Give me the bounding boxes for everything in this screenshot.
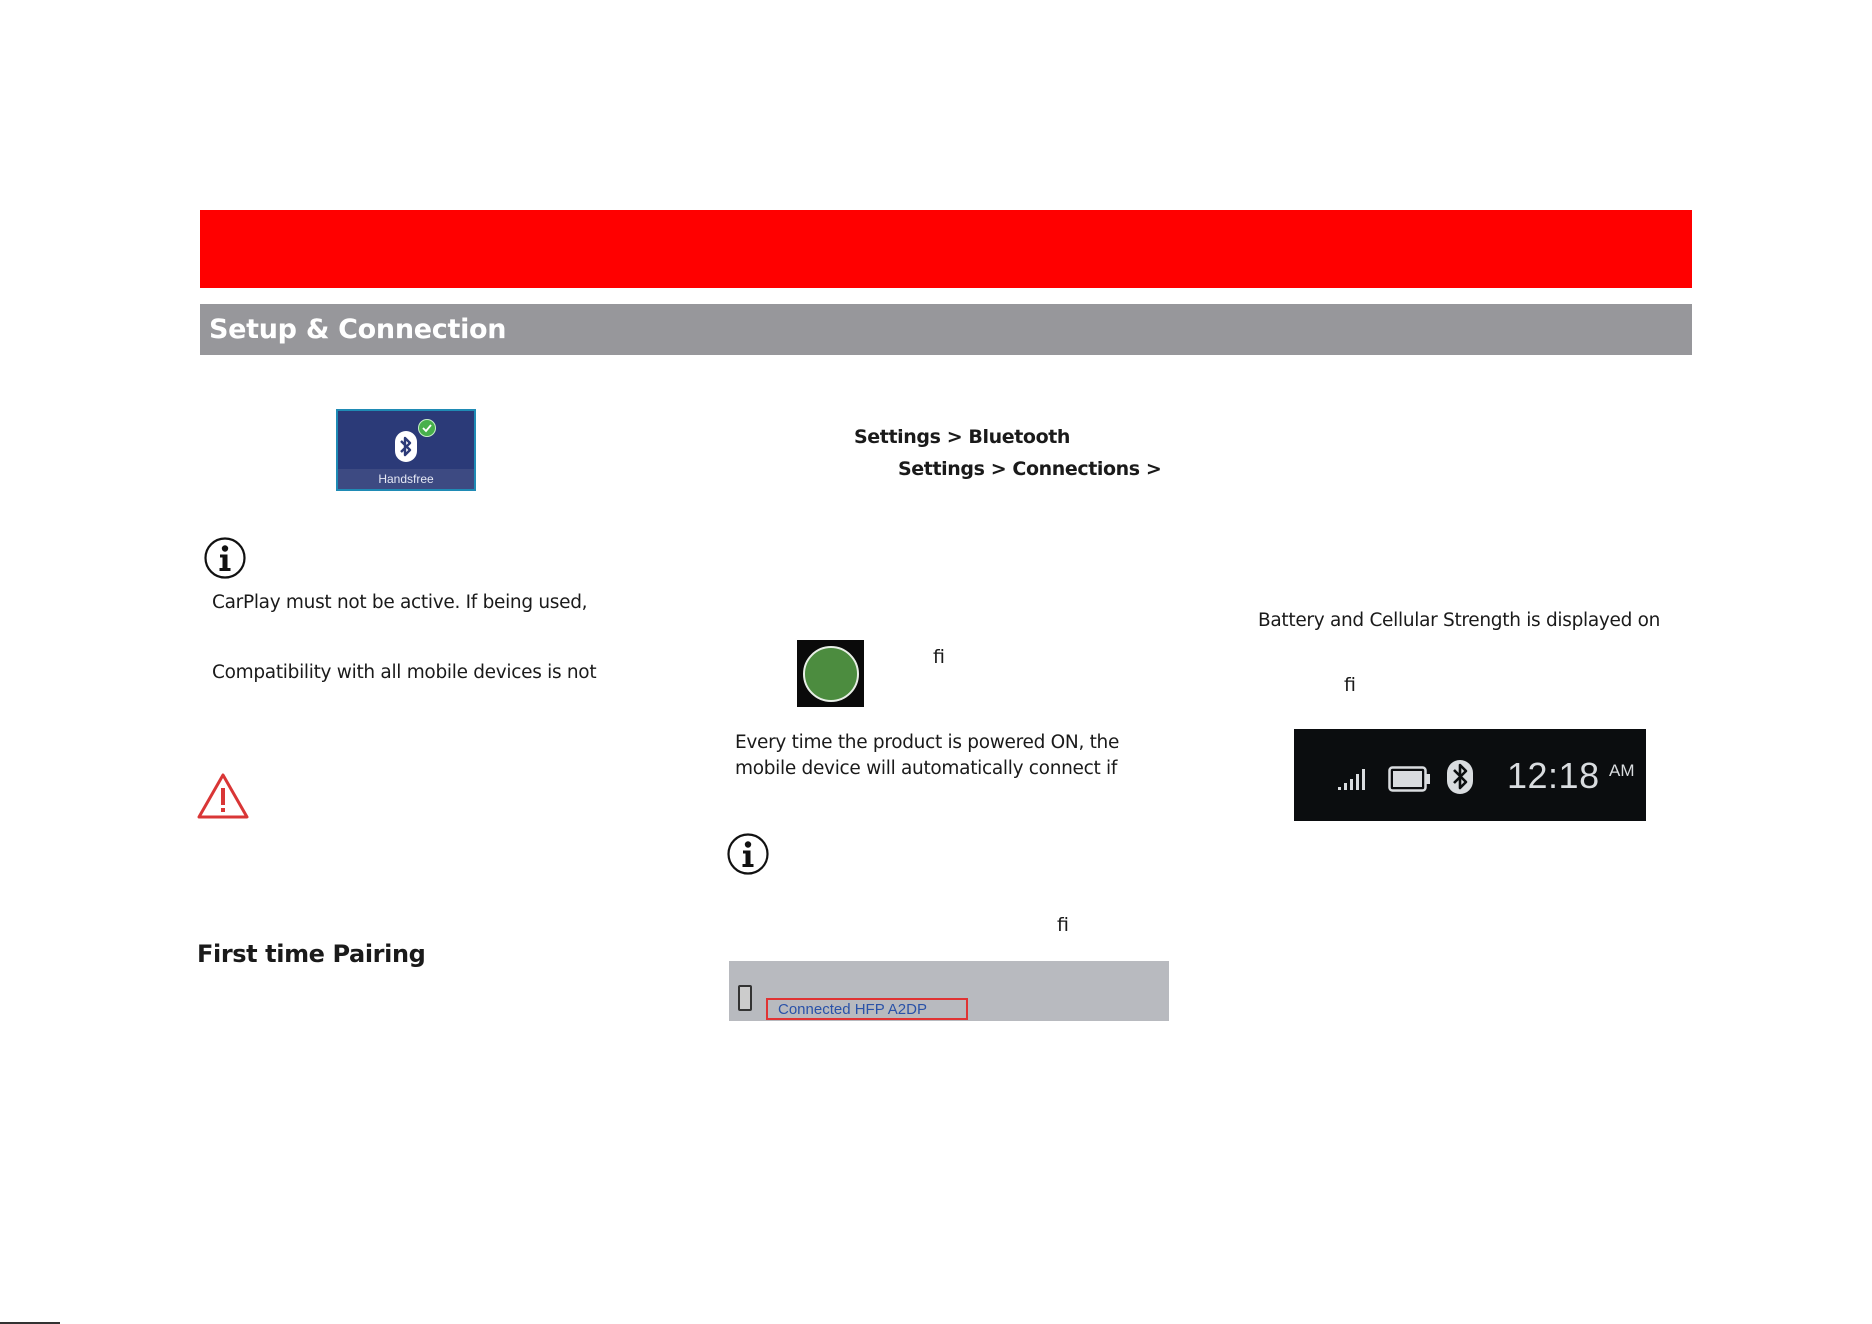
- settings-bluetooth-path: Settings > Bluetooth: [854, 426, 1071, 448]
- warning-triangle-icon: [196, 772, 250, 820]
- handsfree-label: Handsfree: [338, 469, 474, 489]
- battery-cellular-note: Battery and Cellular Strength is displayed on: [1258, 610, 1661, 631]
- first-time-pairing-heading: First time Pairing: [197, 940, 426, 968]
- phone-icon: [738, 985, 752, 1011]
- status-bar-preview: [1294, 729, 1646, 821]
- text-fragment: fi: [1344, 674, 1356, 696]
- section-header-bar: [200, 304, 1692, 355]
- handsfree-tile: [336, 409, 476, 491]
- bluetooth-icon: [395, 431, 417, 462]
- reconnect-note-line-1: Every time the product is powered ON, the: [735, 732, 1120, 753]
- green-indicator: [797, 640, 864, 707]
- info-circle-icon: [726, 832, 770, 876]
- text-fragment: fi: [933, 646, 945, 668]
- reconnect-note-line-2: mobile device will automatically connect if: [735, 758, 1118, 779]
- section-title: Setup & Connection: [209, 314, 507, 345]
- compatibility-note: Compatibility with all mobile devices is not: [212, 662, 597, 683]
- carplay-note: CarPlay must not be active. If being used,: [212, 592, 588, 613]
- bluetooth-icon: [1446, 759, 1474, 799]
- connected-check-icon: [418, 419, 436, 437]
- cellular-signal-icon: [1338, 767, 1368, 795]
- text-fragment: fi: [1057, 914, 1069, 936]
- clock-ampm: AM: [1609, 761, 1635, 780]
- battery-icon: [1388, 766, 1432, 796]
- clock-time: 12:18: [1507, 755, 1600, 796]
- connected-status-panel: [729, 961, 1169, 1021]
- connected-status-label: Connected HFP A2DP: [766, 998, 968, 1020]
- settings-connections-path: Settings > Connections >: [898, 458, 1162, 480]
- info-circle-icon: [203, 536, 247, 580]
- green-dot: [803, 646, 859, 702]
- header-banner: [200, 210, 1692, 288]
